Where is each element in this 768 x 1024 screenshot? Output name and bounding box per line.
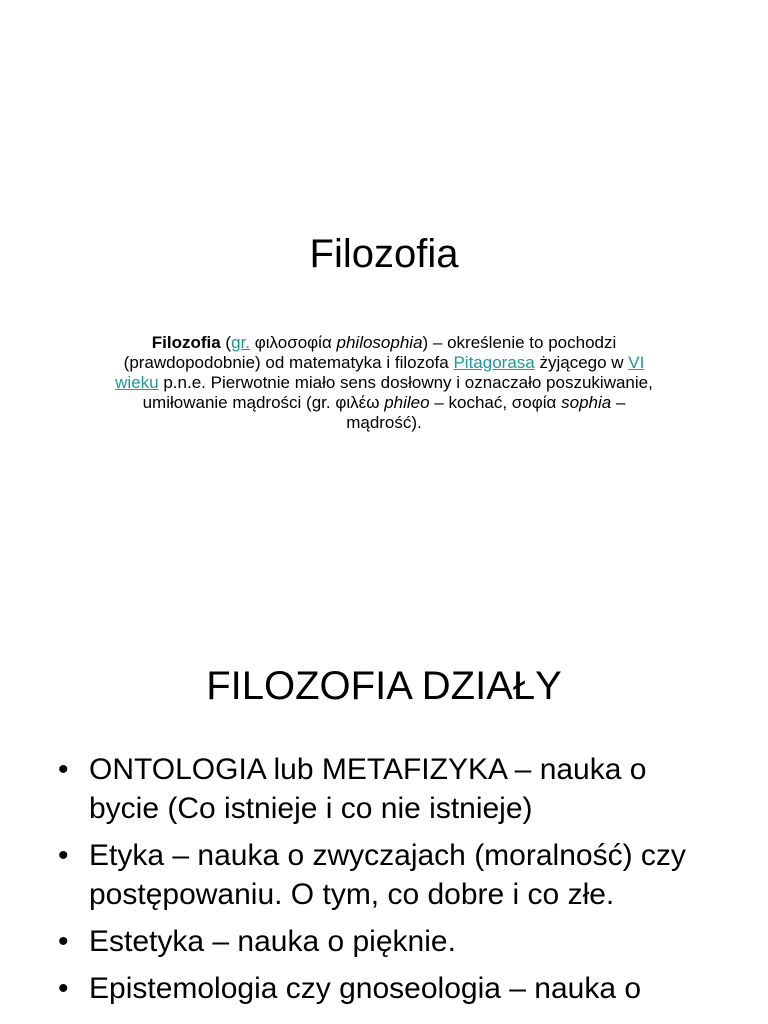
text-open-paren: (	[220, 333, 232, 352]
slide-1-definition-paragraph	[114, 333, 654, 433]
term-bold: Filozofia	[151, 333, 221, 352]
branches-bullet-list	[58, 750, 718, 1016]
text-greek-word: φιλοσοφία	[249, 333, 337, 352]
bullet-icon: •	[58, 753, 69, 786]
text-part-3: p.n.e. Pierwotnie miało sens dosłowny i oznaczało poszukiwanie, umiłowanie mądrości (gr. φιλέω	[142, 373, 653, 412]
bullet-text: Etyka – nauka o zwyczajach (moralność) czy postępowaniu. O tym, co dobre i co złe.	[89, 839, 686, 911]
link-pitagoras[interactable]: Pitagorasa	[453, 353, 535, 372]
bullet-text: Estetyka – nauka o pięknie.	[89, 925, 456, 958]
text-sophia: sophia	[561, 393, 612, 412]
text-part-2: żyjącego w	[534, 353, 629, 372]
text-part-1: ) – określenie to pochodzi (prawdopodobnie) od matematyka i filozofa	[123, 333, 617, 372]
bullet-icon: •	[58, 925, 69, 958]
bullet-icon: •	[58, 839, 69, 872]
link-greek[interactable]: gr.	[231, 333, 250, 352]
text-phileo: phileo	[384, 393, 430, 412]
slide-1-title: Filozofia	[309, 232, 459, 276]
bullet-text: ONTOLOGIA lub METAFIZYKA – nauka o bycie (Co istnieje i co nie istnieje)	[89, 753, 647, 825]
bullet-item	[58, 969, 718, 1008]
bullet-item	[58, 836, 718, 914]
text-part-5: – mądrość).	[346, 393, 626, 432]
text-part-4: – kochać, σοφία	[429, 393, 562, 412]
bullet-icon: •	[58, 972, 69, 1005]
bullet-item	[58, 750, 718, 828]
bullet-text: Epistemologia czy gnoseologia – nauka o	[89, 972, 642, 1005]
slide-2-title: FILOZOFIA DZIAŁY	[206, 664, 562, 708]
bullet-item	[58, 922, 718, 961]
text-latin-word: philosophia	[336, 333, 423, 352]
link-sixth-century[interactable]: VI wieku	[115, 353, 645, 392]
